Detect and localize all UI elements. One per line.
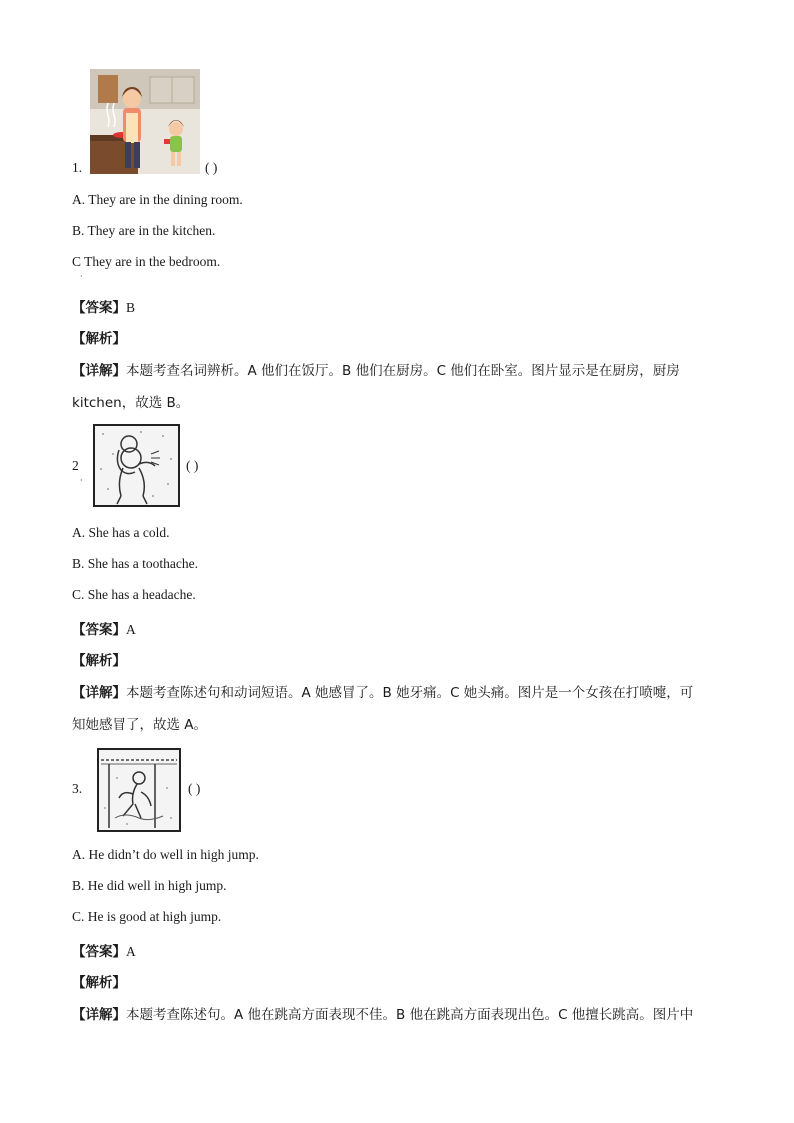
kitchen-illustration xyxy=(90,69,200,174)
question-3-row xyxy=(72,781,82,797)
option-c: C. She has a headache. xyxy=(72,587,196,602)
answer-value: A xyxy=(126,622,136,637)
answer-row xyxy=(72,618,136,638)
answer-blank: ( ) xyxy=(186,458,199,473)
question-1-row xyxy=(72,160,82,176)
stray-dot: · xyxy=(80,272,83,281)
answer-row xyxy=(72,940,136,960)
detail-label: 【详解】 xyxy=(72,1007,126,1023)
detail-label: 【详解】 xyxy=(72,363,126,379)
detail-text: 本题考查陈述句。A 他在跳高方面表现不佳。B 他在跳高方面表现出色。C 他擅长跳高。图片中 xyxy=(126,1007,694,1023)
option-b: B. They are in the kitchen. xyxy=(72,223,216,238)
answer-label: 【答案】 xyxy=(72,944,126,960)
sneezing-girl-picture xyxy=(93,424,180,507)
detail-row xyxy=(72,359,680,379)
option-b: B. He did well in high jump. xyxy=(72,878,227,893)
option-a: A. They are in the dining room. xyxy=(72,192,243,207)
high-jump-picture xyxy=(97,748,181,832)
detail-text-continued: kitchen，故选 B。 xyxy=(72,395,190,411)
option-c: C They are in the bedroom. xyxy=(72,254,221,269)
detail-text: 本题考查名词辨析。A 他们在饭厅。B 他们在厨房。C 他们在卧室。图片显示是在厨房，厨房 xyxy=(126,363,680,379)
high-jump-sketch xyxy=(97,748,181,832)
answer-label: 【答案】 xyxy=(72,300,126,316)
detail-text-continued: 知她感冒了，故选 A。 xyxy=(72,717,208,733)
answer-blank: ( ) xyxy=(188,781,201,796)
question-number: 2 xyxy=(72,458,79,473)
detail-row xyxy=(72,1003,693,1023)
analysis-label: 【解析】 xyxy=(72,653,126,669)
question-2-row xyxy=(72,458,79,474)
answer-value: B xyxy=(126,300,136,315)
detail-text: 本题考查陈述句和动词短语。A 她感冒了。B 她牙痛。C 她头痛。图片是一个女孩在打喷嚏，可 xyxy=(126,685,694,701)
answer-value: A xyxy=(126,944,136,959)
detail-row xyxy=(72,681,693,701)
answer-row xyxy=(72,296,135,316)
option-b: B. She has a toothache. xyxy=(72,556,198,571)
kitchen-picture xyxy=(90,69,200,174)
analysis-label: 【解析】 xyxy=(72,331,126,347)
stray-dot: · xyxy=(80,476,83,485)
answer-blank: ( ) xyxy=(205,160,218,175)
detail-label: 【详解】 xyxy=(72,685,126,701)
question-number: 1. xyxy=(72,160,83,175)
answer-label: 【答案】 xyxy=(72,622,126,638)
sneezing-girl-sketch xyxy=(93,424,180,507)
option-c: C. He is good at high jump. xyxy=(72,909,222,924)
option-a: A. He didn’t do well in high jump. xyxy=(72,847,259,862)
question-number: 3. xyxy=(72,781,83,796)
analysis-label: 【解析】 xyxy=(72,975,126,991)
option-a: A. She has a cold. xyxy=(72,525,170,540)
